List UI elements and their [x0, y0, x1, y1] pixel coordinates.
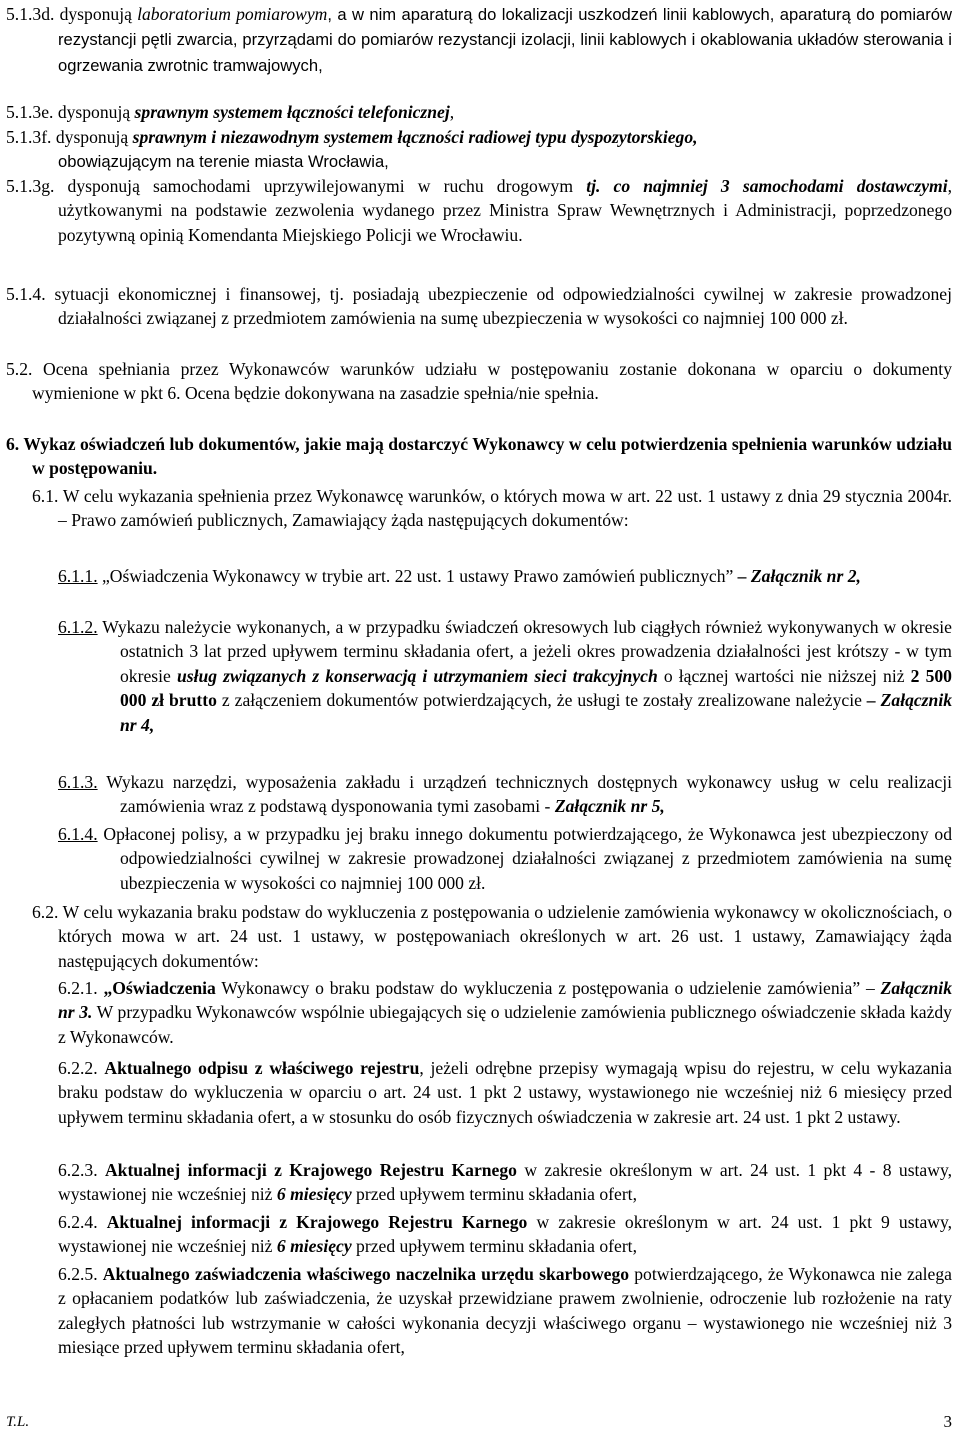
paragraph-6-1-2: 6.1.2. Wykazu należycie wykonanych, a w przypadku świadczeń okresowych lub ciągłych również wykonywanych w okresie ostatnich 3 lat przed upływem terminu składania ofert, a jeżeli okres prowadzenia działalności jest krótszy - w tym okresie usług związanych z konserwacją i utrzymaniem sieci trakcyjnych o łącznej wartości nie niższej niż 2 500 000 zł brutto z załączeniem dokumentów potwierdzających, że usługi te zostały zrealizowane należycie – Załącznik nr 4, [58, 617, 952, 735]
laboratory-phrase: laboratorium pomiarowym [137, 4, 328, 24]
section-6-heading: 6. Wykaz oświadczeń lub dokumentów, jakie mają dostarczyć Wykonawcy w celu potwierdzenia spełnienia warunków udziału w postępowaniu. [6, 434, 952, 479]
paragraph-5-2: 5.2. Ocena spełniania przez Wykonawców warunków udziału w postępowaniu zostanie dokonana w oparciu o dokumenty wymienione w pkt 6. Ocena będzie dokonywana na zasadzie spełnia/nie spełnia. [6, 359, 952, 404]
paragraph-5-1-3f-cont: obowiązującym na terenie miasta Wrocławia, [58, 152, 389, 171]
paragraph-5-1-3e: 5.1.3e. dysponują sprawnym systemem łączności telefonicznej, [6, 102, 455, 122]
paragraph-6-1-4: 6.1.4. Opłaconej polisy, a w przypadku jej braku innego dokumentu potwierdzającego, że Wykonawca jest ubezpieczony od odpowiedzialności cywilnej w zakresie prowadzonej działalności związanej z przedmiotem zamówienia na sumę ubezpieczenia w wysokości co najmniej 100 000 zł. [58, 824, 953, 893]
paragraph-6-2-5: 6.2.5. Aktualnego zaświadczenia właściwego naczelnika urzędu skarbowego potwierdzającego, że Wykonawca nie zalega z opłacaniem podatków lub zaświadczenia, że uzyskał przewidziane prawem zwolnienie, odroczenie lub rozłożenie na raty zaległych płatności lub wstrzymanie w całości wykonania decyzji właściwego organu – wystawionego nie wcześniej niż 3 miesiące przed upływem terminu składania ofert, [58, 1264, 952, 1358]
page-number: 3 [943, 1412, 952, 1431]
paragraph-number: 5.1.3d. [6, 4, 55, 24]
paragraph-6-1: 6.1. W celu wykazania spełnienia przez Wykonawcę warunków, o których mowa w art. 22 ust. 1 ustawy z dnia 29 stycznia 2004r. – Prawo zamówień publicznych, Zamawiający żąda następujących dokumentów: [32, 486, 952, 531]
paragraph-6-2-3: 6.2.3. Aktualnej informacji z Krajowego Rejestru Karnego w zakresie określonym w art. 24 ust. 1 pkt 4 - 8 ustawy, wystawionej nie wcześniej niż 6 miesięcy przed upływem terminu składania ofert, [58, 1160, 952, 1205]
paragraph-6-2: 6.2. W celu wykazania braku podstaw do wykluczenia z postępowania o udzielenie zamówienia wykonawcy w okolicznościach, o których mowa w art. 24 ust. 1 ustawy, w postępowaniach określonych w art. 26 ust. 1 ustawy, Zamawiający żąda następujących dokumentów: [32, 902, 952, 971]
paragraph-5-1-3g: 5.1.3g. dysponują samochodami uprzywilejowanymi w ruchu drogowym tj. co najmniej 3 samochodami dostawczymi, użytkowanymi na podstawie zezwolenia wydanego przez Ministra Spraw Wewnętrznych i Administracji, poprzedzonego pozytywną opinią Komendanta Miejskiego Policji we Wrocławiu. [6, 176, 952, 245]
footer-initials: T.L. [6, 1414, 30, 1430]
paragraph-6-1-3: 6.1.3. Wykazu narzędzi, wyposażenia zakładu i urządzeń technicznych dostępnych wykonawcy usług w celu realizacji zamówienia wraz z podstawą dysponowania tymi zasobami - Załącznik nr 5, [58, 772, 952, 817]
paragraph-5-1-3f: 5.1.3f. dysponują sprawnym i niezawodnym systemem łączności radiowej typu dyspozytorskiego, [6, 127, 698, 147]
paragraph-6-2-1: 6.2.1. „Oświadczenia Wykonawcy o braku podstaw do wykluczenia z postępowania o udzielenie zamówienia” – Załącznik nr 3. W przypadku Wykonawców wspólnie ubiegających się o udzielenie zamówienia publicznego oświadczenie składa każdy z Wykonawców. [58, 978, 952, 1047]
paragraph-5-1-3d: 5.1.3d. dysponują laboratorium pomiarowym, a w nim aparaturą do lokalizacji uszkodzeń linii kablowych, aparaturą do pomiarów rezystancji pętli zwarcia, przyrządami do pomiarów rezystancji izolacji, linii kablowych i okablowania układów sterowania i ogrzewania zwrotnic tramwajowych, [6, 4, 952, 75]
paragraph-6-1-1: 6.1.1. „Oświadczenia Wykonawcy w trybie art. 22 ust. 1 ustawy Prawo zamówień publicznych” – Załącznik nr 2, [58, 566, 861, 586]
paragraph-6-2-2: 6.2.2. Aktualnego odpisu z właściwego rejestru, jeżeli odrębne przepisy wymagają wpisu do rejestru, w celu wykazania braku podstaw do wykluczenia w oparciu o art. 24 ust. 1 pkt 2 ustawy, wystawionego nie wcześniej niż 6 miesięcy przed upływem terminu składania ofert, a w stosunku do osób fizycznych oświadczenia w zakresie art. 24 ust. 1 pkt 2 ustawy. [58, 1058, 952, 1127]
paragraph-5-1-4: 5.1.4. sytuacji ekonomicznej i finansowej, tj. posiadają ubezpieczenie od odpowiedzialności cywilnej w zakresie prowadzonej działalności związanej z przedmiotem zamówienia na sumę ubezpieczenia w wysokości co najmniej 100 000 zł. [6, 284, 953, 329]
paragraph-6-2-4: 6.2.4. Aktualnej informacji z Krajowego Rejestru Karnego w zakresie określonym w art. 24 ust. 1 pkt 9 ustawy, wystawionej nie wcześniej niż 6 miesięcy przed upływem terminu składania ofert, [58, 1212, 953, 1257]
